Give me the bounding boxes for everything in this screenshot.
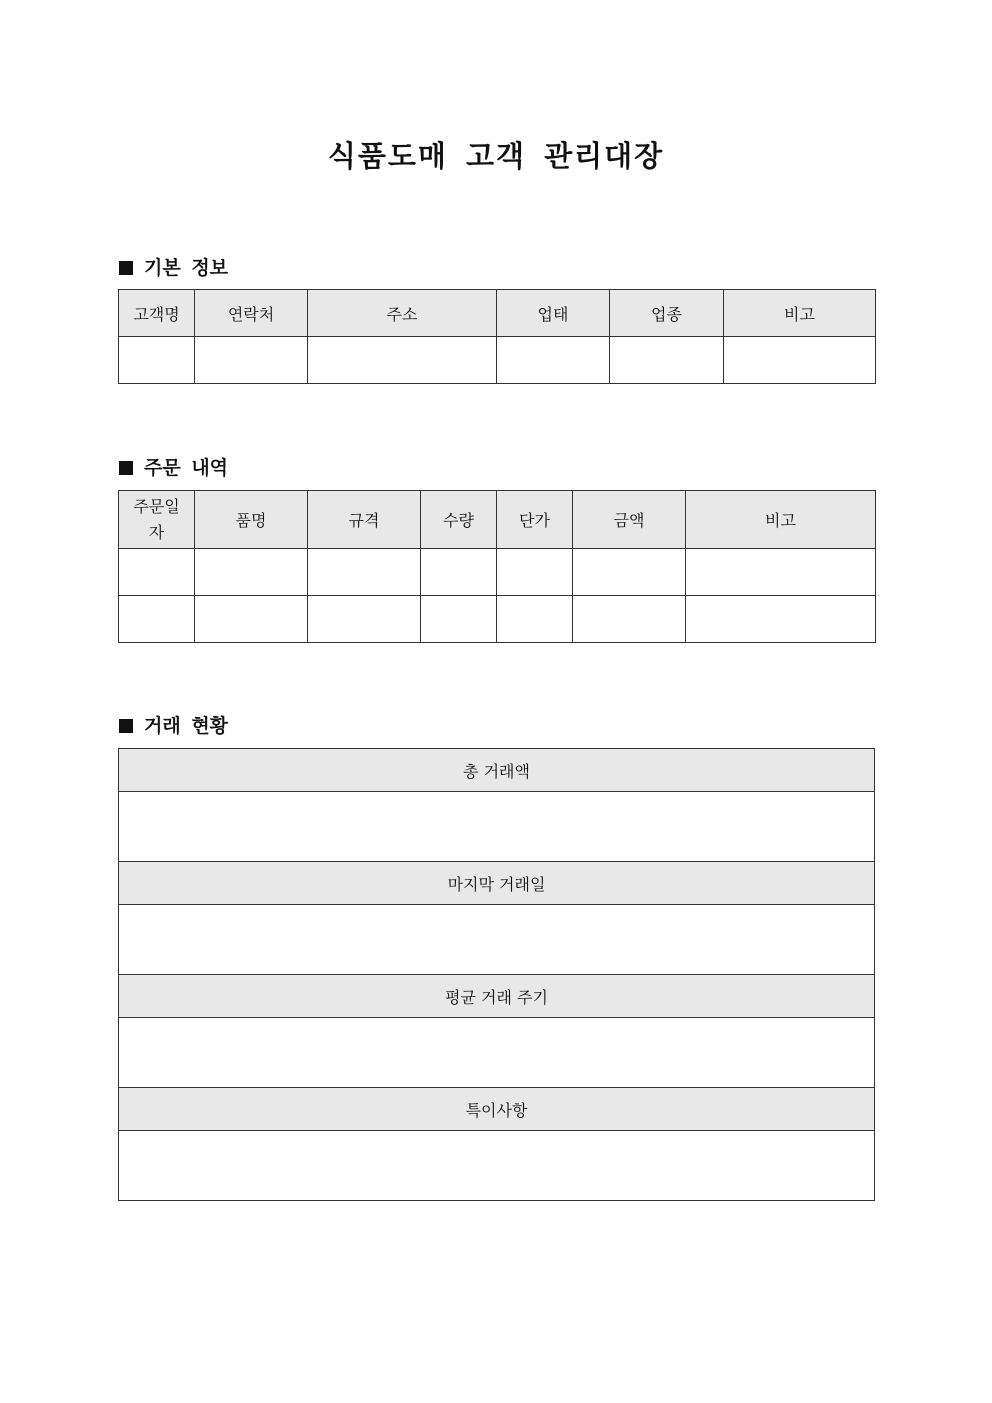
table-row <box>119 792 875 862</box>
cell-business-type[interactable] <box>497 337 610 384</box>
cell-customer-name[interactable] <box>119 337 195 384</box>
table-row <box>119 1131 875 1201</box>
column-header-contact: 연락처 <box>195 290 308 337</box>
order-history-table <box>118 490 876 643</box>
section-heading-label: 주문 내역 <box>144 457 229 479</box>
cell-amount[interactable] <box>573 596 686 643</box>
cell-remarks[interactable] <box>686 596 876 643</box>
square-bullet-icon <box>119 719 133 733</box>
cell-special-notes[interactable] <box>119 1131 875 1201</box>
table-row <box>119 1018 875 1088</box>
column-header-address: 주소 <box>308 290 497 337</box>
square-bullet-icon <box>119 461 133 475</box>
column-header-order-date-label: 주문일자 <box>133 496 180 542</box>
table-row <box>119 337 876 384</box>
cell-business-category[interactable] <box>610 337 724 384</box>
cell-amount[interactable] <box>573 549 686 596</box>
table-header-row <box>119 975 875 1018</box>
cell-total-amount[interactable] <box>119 792 875 862</box>
cell-item-name[interactable] <box>195 596 308 643</box>
column-header-remarks: 비고 <box>686 491 876 549</box>
cell-contact[interactable] <box>195 337 308 384</box>
cell-unit-price[interactable] <box>497 596 573 643</box>
column-header-order-date <box>119 491 195 549</box>
table-header-row <box>119 1088 875 1131</box>
cell-spec[interactable] <box>308 549 421 596</box>
section-heading-basic <box>119 253 228 280</box>
row-header-special-notes: 특이사항 <box>119 1088 875 1131</box>
column-header-remarks: 비고 <box>724 290 876 337</box>
column-header-business-category: 업종 <box>610 290 724 337</box>
row-header-last-trade-date: 마지막 거래일 <box>119 862 875 905</box>
cell-spec[interactable] <box>308 596 421 643</box>
cell-order-date[interactable] <box>119 549 195 596</box>
section-heading-trade <box>119 711 228 738</box>
column-header-unit-price: 단가 <box>497 491 573 549</box>
cell-remarks[interactable] <box>724 337 876 384</box>
table-header-row <box>119 749 875 792</box>
row-header-total-amount: 총 거래액 <box>119 749 875 792</box>
cell-last-trade-date[interactable] <box>119 905 875 975</box>
table-row <box>119 905 875 975</box>
section-heading-orders <box>119 453 228 480</box>
table-header-row <box>119 862 875 905</box>
table-header-row <box>119 491 876 549</box>
cell-item-name[interactable] <box>195 549 308 596</box>
column-header-customer-name: 고객명 <box>119 290 195 337</box>
column-header-amount: 금액 <box>573 491 686 549</box>
cell-address[interactable] <box>308 337 497 384</box>
cell-average-cycle[interactable] <box>119 1018 875 1088</box>
column-header-quantity: 수량 <box>421 491 497 549</box>
basic-info-table <box>118 289 876 384</box>
cell-order-date[interactable] <box>119 596 195 643</box>
table-row <box>119 549 876 596</box>
column-header-item-name: 품명 <box>195 491 308 549</box>
section-heading-label: 거래 현황 <box>144 715 229 737</box>
column-header-spec: 규격 <box>308 491 421 549</box>
page-title: 식품도매 고객 관리대장 <box>327 139 665 173</box>
cell-quantity[interactable] <box>421 549 497 596</box>
square-bullet-icon <box>119 261 133 275</box>
cell-unit-price[interactable] <box>497 549 573 596</box>
cell-remarks[interactable] <box>686 549 876 596</box>
table-row <box>119 596 876 643</box>
section-heading-label: 기본 정보 <box>144 257 229 279</box>
cell-quantity[interactable] <box>421 596 497 643</box>
column-header-business-type: 업태 <box>497 290 610 337</box>
row-header-average-cycle: 평균 거래 주기 <box>119 975 875 1018</box>
table-header-row <box>119 290 876 337</box>
trade-status-table <box>118 748 875 1201</box>
